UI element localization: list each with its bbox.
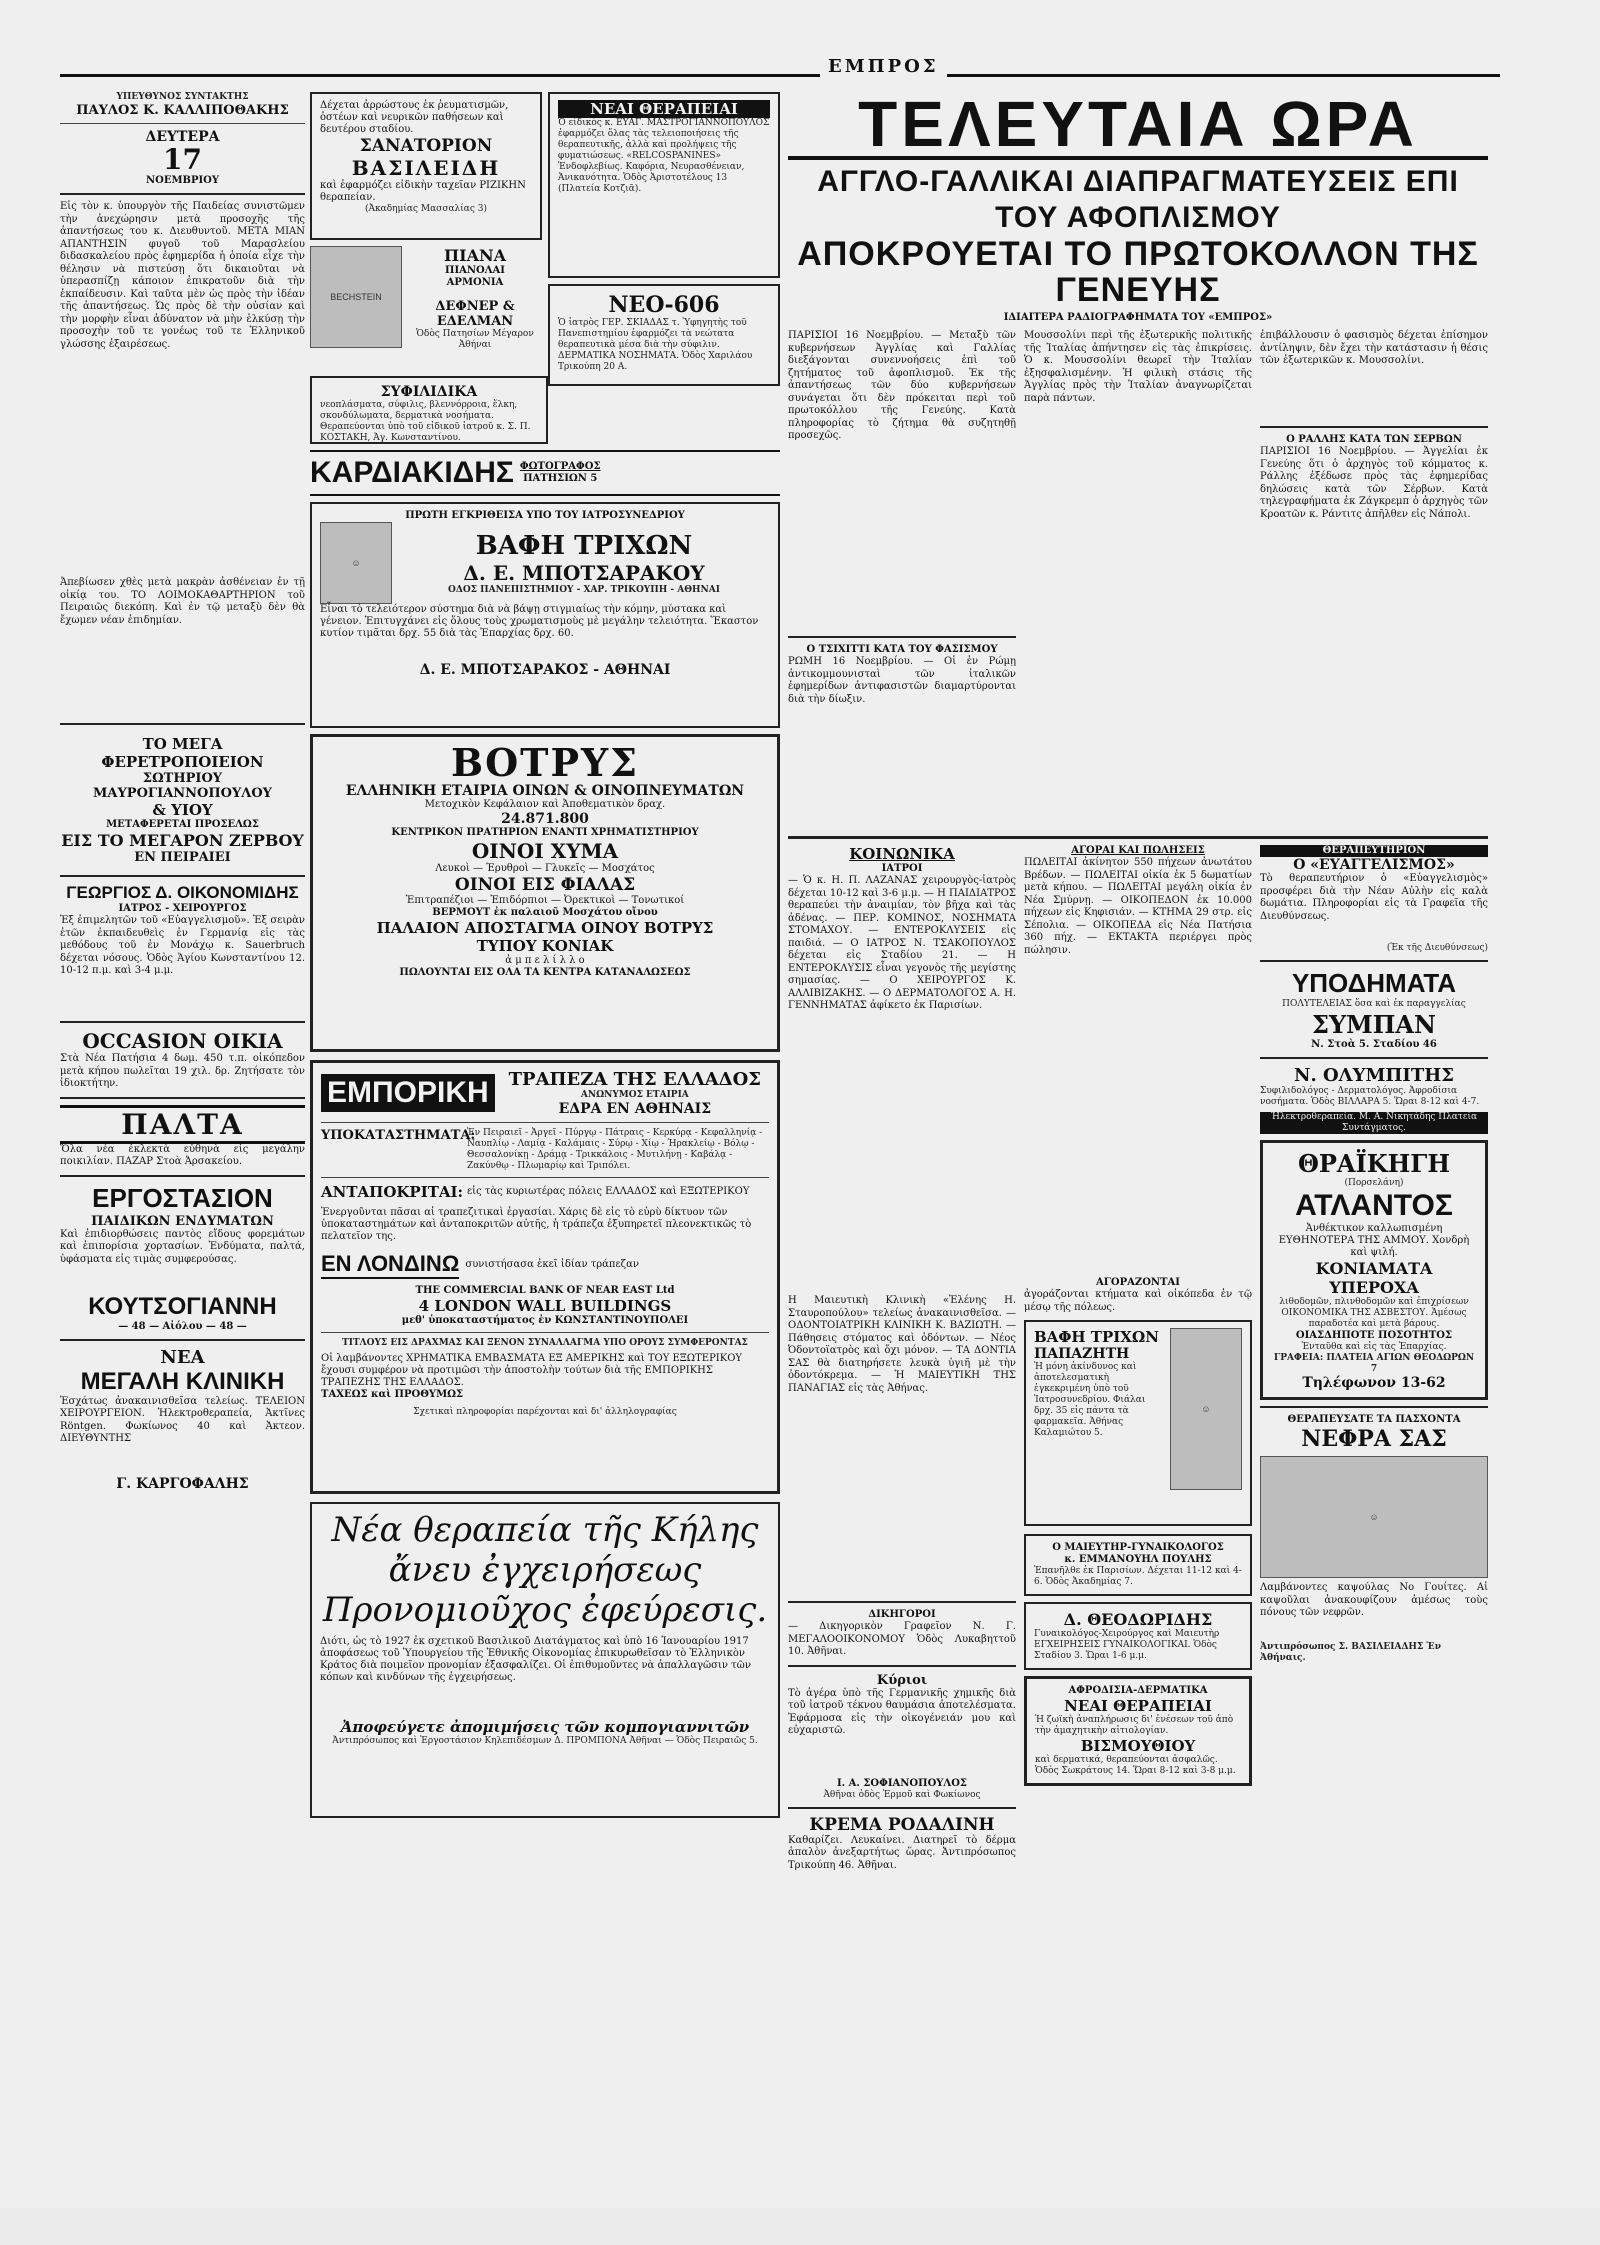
ad-clinic-text: Ἐσχάτως ἀνακαινισθεῖσα τελείως. ΤΕΛΕΙΟΝ ΧΕΙΡΟΥΡΓΕΙΟΝ. Ἡλεκτροθεραπεία, Ἀκτῖνες Röntgen. Φωκίωνος 40 καὶ Ἀκτεον. ΔΙΕΥΘΥΝΤΗΣ	[60, 1395, 305, 1444]
ad-furniture-place: ΕΙΣ ΤΟ ΜΕΓΑΡΟΝ ΖΕΡΒΟΥ	[61, 831, 304, 850]
bank-deposits-end: ΤΑΧΕΩΣ καὶ ΠΡΟΘΥΜΩΣ	[321, 1389, 464, 1400]
bank-london-label: ΕΝ ΛΟΝΔΙΝΩ	[321, 1251, 459, 1279]
social-subtitle: ΙΑΤΡΟΙ	[881, 863, 923, 874]
ad-syphilitic	[310, 376, 548, 444]
kidney-title: ΘΕΡΑΠΕΥΣΑΤΕ ΤΑ ΠΑΣΧΟΝΤΑ	[1287, 1414, 1461, 1425]
hairdye2-text: Ἡ μόνη ἀκίνδυνος καὶ ἀποτελεσματικὴ ἐγκεκριμένη ὑπὸ τοῦ Ἰατροσυνεδρίου. Φιάλαι δρχ. 35 εἰς πάντα τὰ φαρμακεῖα. Ἀθήνας Καλαμιώτου 5.	[1034, 1362, 1146, 1438]
ad-midwife	[1024, 1534, 1252, 1596]
bank-type: ΑΝΩΝΥΜΟΣ ΕΤΑΙΡΙΑ	[580, 1090, 689, 1100]
ad-clinic	[60, 1347, 305, 1492]
hernia-address: Ἀντιπρόσωπος καὶ Ἐργοστάσιον Κηλεπιδέσμων Δ. ΠΡΟΜΠΟΝΑ Ἀθῆναι — Ὁδὸς Πειραιῶς 5.	[332, 1736, 758, 1746]
botrys-cognac: ΤΥΠΟΥ ΚΟΝΙΑΚ	[476, 937, 614, 955]
news-column-3	[1260, 330, 1488, 830]
date-number: 17	[163, 143, 202, 176]
syph-text: νεοπλάσματα, σύφιλις, βλεννόρροια, ἕλκη, σκονδύλωματα, δερματικὰ νοσήματα. Θεραπεύονται ὑπὸ τοῦ εἰδικοῦ ἰατροῦ κ. Σ. Π. ΚΟΣΤΑΚΗ, Ἀγ. Κωνσταντίνου.	[320, 400, 531, 443]
plaster-office: ΓΡΑΦΕΙΑ: ΠΛΑΤΕΙΑ ΑΓΙΩΝ ΘΕΟΔΩΡΩΝ 7	[1273, 1353, 1475, 1374]
theod-text: Γυναικολόγος-Χειρούργος καὶ Μαιευτὴρ ΕΓΧΕΙΡΗΣΕΙΣ ΓΥΝΑΙΚΟΛΟΓΙΚΑΙ. Ὁδὸς Σταδίου 3. Ὥραι 1-6 μ.μ.	[1034, 1629, 1220, 1661]
news-fascism: ἐπιβάλλουσιν ὁ φασισμὸς δέχεται ἐπίσημον ἀντίληψιν, δὲν ἔχει τὴν κατάστασιν ἡ θέσις τῶν ἐξωτερικῶν κ. Μουσσολίνι.	[1260, 330, 1488, 366]
woman-long-hair-icon: ☺	[1170, 1328, 1242, 1490]
ad-factory-sub: ΠΑΙΔΙΚΩΝ ΕΝΔΥΜΑΤΩΝ	[91, 1213, 274, 1229]
botrys-amount: 24.871.800	[501, 811, 589, 827]
masthead-title: ΕΜΠΡΟΣ	[820, 56, 947, 77]
ad-palta-title: ΠΑΛΤΑ	[60, 1105, 305, 1144]
ad-photographer	[310, 450, 780, 496]
ad-factory-title: ΕΡΓΟΣΤΑΣΙΟΝ	[92, 1182, 273, 1213]
botrys-labels: Ἐπιτραπέζιοι — Ἐπιδόρπιοι — Ὀρεκτικοὶ — Τονωτικοί	[405, 895, 685, 906]
dye-address: ΟΔΟΣ ΠΑΝΕΠΙΣΤΗΜΙΟΥ - ΧΑΡ. ΤΡΙΚΟΥΠΗ - ΑΘΗΝΑΙ	[448, 584, 720, 595]
ad-doctor	[60, 883, 305, 1015]
right-column	[788, 88, 1488, 2142]
olympitis-name: Ν. ΟΛΥΜΠΙΤΗΣ	[1294, 1065, 1454, 1086]
ad-doctor-title: ΙΑΤΡΟΣ - ΧΕΙΡΟΥΡΓΟΣ	[118, 903, 247, 914]
hairdye2-title: ΒΑΦΗ ΤΡΙΧΩΝ	[1034, 1328, 1159, 1346]
aphro-name: ΒΙΣΜΟΥΘΙΟΥ	[1080, 1737, 1196, 1755]
ad-factory-owner: ΚΟΥΤΣΟΓΙΑΝΝΗ	[88, 1292, 277, 1320]
plaster-title: ΚΟΝΙΑΜΑΤΑ ΥΠΕΡΟΧΑ	[1315, 1259, 1433, 1297]
ad-occasion-title: OCCASION ΟΙΚΙΑ	[82, 1029, 283, 1053]
electro-text: Ἠλεκτροθεραπεία. Μ. Α. Νικητάδης Πλατεία Συντάγματος.	[1260, 1112, 1488, 1134]
dye-text: Εἶναι τὸ τελειότερον σύστημα διὰ νὰ βάψῃ στιγμιαίως τὴν κόμην, μύστακα καὶ γένειον. Ἐπιτυγχάνει εἰς ὅλους τοὺς χρωματισμοὺς μὲ μεγάλην τελειότητα. Ἕκαστον κυτίον τιμᾶται δρχ. 55 διὰ τὰς Ἐπαρχίας δρχ. 60.	[320, 604, 759, 639]
last-hour-header: ΤΕΛΕΥΤΑΙΑ ΩΡΑ	[788, 92, 1488, 160]
bank-branches-label: ΥΠΟΚΑΤΑΣΤΗΜΑΤΑ:	[321, 1128, 476, 1143]
new-therapies-text: Ὁ εἰδικὸς κ. ΕΥΑΓ. ΜΑΣΤΡΟΓΙΑΝΝΟΠΟΥΛΟΣ ἐφαρμόζει ὅλας τὰς τελειοποιήσεις τῆς θεραπευτικῆς, ἀλλὰ καὶ προλήψεις τῆς φυματιώσεως. «RELCOSPANINES» Ἐνδοφλεβίως. Καφόρια, Νευρασθένειαν, Ἀνικανότητα. Ὁδὸς Ἀριστοτέλους 13 (Πλατεία Κοτζιᾶ).	[558, 118, 770, 194]
bank-deposits-title: ΤΙΤΛΟΥΣ ΕΙΣ ΔΡΑΧΜΑΣ ΚΑΙ ΞΕΝΟΝ ΣΥΝΑΛΛΑΓΜΑ ΥΠΟ ΟΡΟΥΣ ΣΥΜΦΕΡΟΝΤΑΣ	[342, 1338, 748, 1348]
photo-label: ΦΩΤΟΓΡΑΦΟΣ	[519, 461, 601, 472]
hairdye2-name: ΠΑΠΑΖΗΤΗ	[1034, 1346, 1130, 1362]
botrys-shop: ΚΕΝΤΡΙΚΟΝ ΠΡΑΤΗΡΙΟΝ ΕΝΑΝΤΙ ΧΡΗΜΑΤΙΣΤΗΡΙΟΥ	[391, 827, 699, 838]
botrys-sold: ΠΩΛΟΥΝΤΑΙ ΕΙΣ ΟΛΑ ΤΑ ΚΕΝΤΡΑ ΚΑΤΑΝΑΛΩΣΕΩΣ	[399, 967, 691, 978]
kidney-seller: Ἀντιπρόσωπος Σ. ΒΑΣΙΛΕΙΑΔΗΣ Ἐν Ἀθήναις.	[1260, 1642, 1441, 1663]
plaster-text: λιθοδομῶν, πλινθοδομῶν καὶ ἐπιχρίσεων ΟΙΚΟΝΟΜΙΚΑ ΤΗΣ ΑΣΒΕΣΤΟΥ. Ἀμέσως παραδοτέα καὶ μετὰ βάρους.	[1279, 1297, 1469, 1329]
ad-bank	[310, 1060, 780, 1494]
news-column-2	[1024, 330, 1252, 830]
ad-neo-606	[548, 284, 780, 386]
dye-maker: Δ. Ε. ΜΠΟΤΣΑΡΑΚΟΥ	[463, 560, 705, 585]
aphro-text: Ἡ ζωϊκὴ ἀναπλήρωσις δι' ἐνέσεων τοῦ ἀπὸ τὴν ἀμαχητικὴν αἰτιολογίαν.	[1035, 1715, 1234, 1736]
special-radiograms: ΙΔΙΑΙΤΕΡΑ ΡΑΔΙΟΓΡΑΦΗΜΑΤΑ ΤΟΥ «ΕΜΠΡΟΣ»	[1003, 312, 1273, 323]
ad-clinic-title: ΜΕΓΑΛΗ ΚΛΙΝΙΚΗ	[80, 1367, 285, 1395]
kidney-big: ΝΕΦΡΑ ΣΑΣ	[1301, 1426, 1447, 1452]
headline-1: ΑΓΓΛΟ-ΓΑΛΛΙΚΑΙ ΔΙΑΠΡΑΓΜΑΤΕΥΣΕΙΣ ΕΠΙ ΤΟΥ ΑΦΟΠΛΙΣΜΟΥ	[817, 165, 1459, 234]
new-therapies-title: ΝΕΑΙ ΘΕΡΑΠΕΙΑΙ	[558, 100, 770, 118]
botrys-reserve: ΠΑΛΑΙΟΝ ΑΠΟΣΤΑΓΜΑ ΟΙΝΟΥ ΒΟΤΡΥΣ	[376, 919, 714, 937]
bank-info: Σχετικαὶ πληροφορίαι παρέχονται καὶ δι' ἀλληλογραφίας	[413, 1407, 677, 1417]
ad-new-therapies	[548, 92, 780, 278]
sales-column	[1024, 845, 1252, 2245]
ad-furniture-sons: & ΥΙΟΥ	[152, 801, 213, 819]
plaster-where: Ἐνταῦθα καὶ εἰς τὰς Ἐπαρχίας.	[1301, 1342, 1447, 1352]
photo-address: ΠΑΤΗΣΙΩΝ 5	[523, 473, 598, 484]
bank-deposits-text: Οἱ λαμβάνοντες ΧΡΗΜΑΤΙΚΑ ΕΜΒΑΣΜΑΤΑ ΕΞ ΑΜΕΡΙΚΗΣ καὶ ΤΟΥ ΕΞΩΤΕΡΙΚΟΥ ἔχουσι συμφέρον νὰ προτιμῶσι τὴν ἀποστολὴν τούτων διὰ τῆς ΕΜΠΟΡΙΚΗΣ ΤΡΑΠΕΖΗΣ ΤΗΣ ΕΛΛΑΔΟΣ.	[321, 1353, 743, 1388]
hernia-text: Διότι, ὡς τὸ 1927 ἐκ σχετικοῦ Βασιλικοῦ Διατάγματος καὶ ὑπὸ 16 Ἰανουαρίου 1917 ἀποφάσεως τοῦ Ὑπουργείου τῆς Ἐθνικῆς Οἰκονομίας ἐπικυρωθεῖσαν τὸ Ἑλληνικὸν Κράτος διὰ ποιμεῖον προνομίαν ἐξασφαλίζει. Οἱ ἐπιθυμοῦντες νὰ ἀπαλλαγῶσιν τῶν κόπων καὶ κινδύνων τῆς ἐγχειρήσεως.	[320, 1636, 751, 1683]
olympitis-text: Συφιλιδολόγος - Δερματολόγος. Ἀφροδίσια νοσήματα. Ὁδὸς ΒΙΛΛΑΡΑ 5. Ὥραι 8-12 καὶ 4-7.	[1260, 1086, 1480, 1107]
cream-title: ΚΡΕΜΑ ΡΟΔΑΛΙΝΗ	[809, 1814, 995, 1835]
woman-portrait-icon: ☺	[320, 522, 392, 604]
ad-aphrodisia	[1024, 1676, 1252, 1786]
news-mussolini: Μουσσολίνι περὶ τῆς ἐξωτερικῆς πολιτικῆς τῆς Ἰταλίας ἀπήντησεν εἰς τὰς ἐπικρίσεις. Ὁ κ. Μουσσολίνι θεωρεῖ τὴν Ἰταλίαν ἐξησφαλισμένην. Ἡ φιλικὴ στάσις τῆς Ἀγγλίας πρὸς τὴν Ἰταλίαν ἀναγνωρίζεται παρὰ πάντων.	[1024, 330, 1252, 404]
section-rallis: Ο ΡΑΛΛΗΣ ΚΑΤΑ ΤΩΝ ΣΕΡΒΩΝ	[1286, 434, 1462, 445]
ad-theodoridis	[1024, 1602, 1252, 1670]
botrys-wines: ΟΙΝΟΙ ΧΥΜΑ	[471, 839, 619, 863]
botrys-title: ΒΟΤΡΥΣ	[450, 740, 640, 785]
midwife-name: κ. ΕΜΜΑΝΟΥΗΛ ΠΟΥΛΗΣ	[1064, 1554, 1212, 1565]
woman-with-box-illustration: ☺	[1260, 1456, 1488, 1578]
aphro-subtitle: ΝΕΑΙ ΘΕΡΑΠΕΙΑΙ	[1064, 1697, 1212, 1715]
shoes-title: ΥΠΟΔΗΜΑΤΑ	[1291, 968, 1457, 998]
therapy-text: Τὸ θεραπευτήριον ὁ «Εὐαγγελισμὸς» προσφέρει διὰ τὴν Νέαν Αὐλὴν εἰς καλὰ δωμάτια. Πληροφορίαι εἰς τὰ Γραφεῖα τῆς Διευθύνσεως.	[1260, 873, 1488, 922]
syph-title: ΣΥΦΙΛΙΔΙΚΑ	[380, 384, 478, 400]
ad-factory	[60, 1183, 305, 1333]
hernia-line-3: Προνομιοῦχος ἐφεύρεσις.	[322, 1590, 768, 1630]
ad-furniture-owner: ΣΩΤΗΡΙΟΥ ΜΑΥΡΟΓΙΑΝΝΟΠΟΥΛΟΥ	[93, 771, 272, 801]
aphro-title: ΑΦΡΟΔΙΣΙΑ-ΔΕΡΜΑΤΙΚΑ	[1068, 1685, 1208, 1696]
ad-furniture	[60, 731, 305, 869]
middle-column	[310, 92, 780, 2142]
ad-doctor-name: ΓΕΩΡΓΙΟΣ Δ. ΟΙΚΟΝΟΜΙΔΗΣ	[66, 883, 299, 902]
ad-sanatorium-title: ΣΑΝΑΤΟΡΙΟΝ	[359, 136, 493, 156]
atlantos-text: Ἀνθέκτικον καλλωπισμένη ΕΥΘΗΝΟΤΕΡΑ ΤΗΣ ΑΜΜΟΥ. Χονδρὴ καὶ ψιλή.	[1278, 1223, 1470, 1258]
left-column	[60, 92, 305, 2142]
letter-signature: Ι. Α. ΣΟΦΙΑΝΟΠΟΥΛΟΣ	[837, 1777, 967, 1789]
theod-name: Δ. ΘΕΟΔΩΡΙΔΗΣ	[1063, 1610, 1213, 1629]
hernia-line-2: ἄνευ ἐγχειρήσεως	[388, 1550, 702, 1590]
ad-atlantos	[1260, 1140, 1488, 1400]
bank-branches: Ἐν Πειραιεῖ - Ἀργεῖ - Πύργῳ - Πάτραις - Κερκύρᾳ - Κεφαλληνίᾳ - Ναυπλίῳ - Λαμίᾳ - Καλάμαις - Σύρῳ - Χίῳ - Ἡρακλείῳ - Βόλῳ - Θεσσαλονίκῃ - Δράμᾳ - Τρικκάλοις - Μυτιλήνῃ - Καβάλᾳ - Ζακύνθῳ - Πλωμαρίῳ καὶ Τριπόλει.	[467, 1128, 763, 1171]
social-title: ΚΟΙΝΩΝΙΚΑ	[849, 845, 955, 863]
photo-name: ΚΑΡΔΙΑΚΙΔΗΣ	[310, 456, 514, 489]
ad-hernia	[310, 1502, 780, 1818]
bank-london-text: συνιστήσασα ἐκεῖ ἰδίαν τράπεζαν	[465, 1259, 639, 1270]
plaster-phone: Τηλέφωνον 13-62	[1302, 1375, 1446, 1391]
therapy-title: ΘΕΡΑΠΕΥΤΗΡΙΟΝ	[1260, 845, 1488, 857]
editor-name: ΠΑΥΛΟΣ Κ. ΚΑΛΛΙΠΟΘΑΚΗΣ	[76, 103, 289, 118]
piano-title: ΠΙΑΝΑ	[443, 246, 507, 265]
plaster-quantity: ΟΙΑΣΔΗΠΟΤΕ ΠΟΣΟΤΗΤΟΣ	[1295, 1330, 1453, 1341]
ad-sanatorium-address: (Ἀκαδημίας Μασσαλίας 3)	[365, 204, 487, 214]
lawyers-title: ΔΙΚΗΓΟΡΟΙ	[868, 1609, 936, 1620]
thraiki-title: ΘΡΑΪΚΗΓΗ	[1297, 1149, 1451, 1178]
section-italy: Ο ΤΣΙΧΙΤΤΙ ΚΑΤΑ ΤΟΥ ΦΑΣΙΣΜΟΥ	[806, 644, 998, 655]
ad-palta	[60, 1105, 305, 1169]
therapy-name: Ο «ΕΥΑΓΓΕΛΙΣΜΟΣ»	[1293, 857, 1455, 873]
ad-doctor-text: Ἐξ ἐπιμελητῶν τοῦ «Εὐαγγελισμοῦ». Ἐξ σειρὰν ἐτῶν ἐκπαιδευθεὶς ἐν Γερμανίᾳ εἰς τὰς μεθόδους τοῦ ἐν Μονάχῳ κ. Sauerbruch δέχεται νόσους. Ὁδὸς Ἁγίου Κωνσταντίνου 12. 10-12 π.μ. καὶ 3-4 μ.μ.	[60, 915, 305, 976]
botrys-muscat: ΒΕΡΜΟΥΤ ἐκ παλαιοῦ Μοσχάτου οἴνου	[432, 907, 658, 918]
neo-text: Ὁ ἰατρὸς ΓΕΡ. ΣΚΙΑΔΑΣ τ. Ὑφηγητὴς τοῦ Πανεπιστημίου ἐφαρμόζει τὰ νεώτατα θεραπευτικὰ μέσα διὰ τὴν σύφιλιν. ΔΕΡΜΑΤΙΚΑ ΝΟΣΗΜΑΤΑ. Ὁδὸς Χαριλάου Τρικούπη 20 Α.	[558, 318, 753, 372]
therapy-signature: (Ἐκ τῆς Διευθύνσεως)	[1386, 943, 1488, 953]
ads-column	[1260, 845, 1488, 2245]
shoes-address: Ν. Στοὰ 5. Σταδίου 46	[1311, 1039, 1437, 1050]
sales-text: ΠΩΛΕΙΤΑΙ ἀκίνητον 550 πήχεων ἀνωτάτου Βρέδων. — ΠΩΛΕΙΤΑΙ οἰκία ἐκ 5 δωματίων μετὰ κήπου. — ΠΩΛΕΙΤΑΙ μεγάλη οἰκία ἐν Νέα Σμύρνῃ. — ΟΙΚΟΠΕΔΟΝ ἐκ 10.000 πήχεων εἰς Κηφισιάν. — ΚΤΗΜΑ 29 στρ. εἰς Σέπολια. — ΟΙΚΟΠΕΔΑ εἰς Νέα Πατήσια 360 πήχ. — ΕΚΤΑΚΤΑ περιέργει πρὸς πώλησιν.	[1024, 857, 1252, 956]
bank-constantinople: μεθ' ὑποκαταστήματος ἐν ΚΩΝΣΤΑΝΤΙΝΟΥΠΟΛΕΙ	[401, 1315, 689, 1326]
piano-sub1: ΠΙΑΝΟΛΑΙ	[445, 265, 505, 276]
ad-occasion	[60, 1029, 305, 1091]
cream-text: Καθαρίζει. Λευκαίνει. Διατηρεῖ τὸ δέρμα ἁπαλὸν ἀνεξαρτήτως ὥρας. Ἀντιπρόσωπος Τρικούπη 46. Ἀθῆναι.	[788, 1834, 1016, 1871]
bank-seat: ΕΔΡΑ ΕΝ ΑΘΗΝΑΙΣ	[558, 1101, 712, 1117]
letter-title: Κύριοι	[876, 1672, 928, 1688]
piano-address: Ὁδὸς Πατησίων Μέγαρον Ἀθήναι	[416, 329, 534, 350]
lead-article: Εἰς τὸν κ. ὑπουργὸν τῆς Παιδείας συνιστῶμεν τὴν ἀνεχώρησιν μετὰ προσοχῆς τῆς ἀπαντήσεως του κ. Διευθυντοῦ. ΜΕΤΑ ΜΙΑΝ ΑΠΑΝΤΗΣΙΝ φυγοῦ τοῦ Μαρασλείου διδασκαλείου πρὸς ἐφημερίδα ἡ ὁποία εἶχε τὴν θέλησιν νὰ πιστεύσῃ ὅτι δικαιοῦται νὰ ὑπερασπίζῃ κάποιον ἐπικρατοῦν διὰ τὴν ἐκπαίδευσιν. Καὶ ταῦτα μὲν ὡς πρὸς τὴν ἰδέαν τῆς ἀπαντήσεως. Ὡς πρὸς δὲ τὴν οὐσίαν καὶ τὴν μορφὴν εἶναι ἀδύνατον νὰ μὴν ἑλκύσῃ τὴν προσοχὴν τοῦ τε γονέως τοῦ τε Ἑλληνικοῦ γλώσσης ἐξαιρέσεως.	[60, 201, 305, 350]
letter-text: Τὸ ἀγέρα ὑπὸ τῆς Γερμανικῆς χημικῆς διὰ τοῦ ἰατροῦ τέκνου θαυμάσια ἀποτελέσματα. Ἐφάρμοσα εἰς τὴν οἰκογένειάν μου καὶ εὐχαριστῶ.	[788, 1687, 1016, 1736]
ad-sanatorium-name: ΒΑΣΙΛΕΙΔΗ	[351, 156, 501, 180]
ad-piano	[310, 246, 542, 374]
lead-article-continued: Ἀπεβίωσεν χθὲς μετὰ μακρὰν ἀσθένειαν ἐν τῇ οἰκίᾳ του. ΤΟ ΛΟΙΜΟΚΑΘΑΡΤΗΡΙΟΝ τοῦ Πειραιῶς διεκόπη. Καὶ ἐν τῷ μεταξὺ δὲν θὰ ἔχωμεν νέαν ἐπιδημίαν.	[60, 577, 305, 626]
lawyers-text: — Δικηγορικὸν Γραφεῖον Ν. Γ. ΜΕΓΑΛΟΟΙΚΟΝΟΜΟΥ Ὁδὸς Λυκαβηττοῦ 10. Ἀθῆναι.	[788, 1621, 1016, 1657]
date-month: ΝΟΕΜΒΡΙΟΥ	[145, 175, 220, 186]
piano-brand: BECHSTEIN	[330, 292, 382, 302]
ad-sanatorium-text: καὶ ἐφαρμόζει εἰδικὴν ταχεῖαν ΡΙΖΙΚΗΝ θεραπείαν.	[320, 180, 526, 203]
atlantos-title: ΑΤΛΑΝΤΟΣ	[1295, 1189, 1453, 1222]
shoes-brand: ΣΥΜΠΑΝ	[1312, 1010, 1436, 1039]
ad-factory-text: Καὶ ἐπιδιορθώσεις παντὸς εἴδους φορεμάτων καὶ ἐπιπορίσια χορτασίων. Ἐνδύματα, παλτά, ὑφάσματα εἰς τιμὰς συμφερούσας.	[60, 1228, 305, 1265]
ad-clinic-director: Γ. ΚΑΡΓΟΦΑΛΗΣ	[116, 1475, 249, 1492]
hernia-line-1: Νέα θεραπεία τῆς Κήλης	[331, 1510, 759, 1550]
masthead	[60, 56, 1500, 77]
thraiki-subtitle: (Πορσελάνη)	[1344, 1178, 1404, 1188]
bank-correspondents: εἰς τὰς κυριωτέρας πόλεις ΕΛΛΑΔΟΣ καὶ ΕΞΩΤΕΡΙΚΟΥ	[467, 1186, 750, 1197]
neo-title: ΝΕΟ-606	[608, 292, 720, 318]
headline-2: ΑΠΟΚΡΟΥΕΤΑΙ ΤΟ ΠΡΩΤΟΚΟΛΛΟΝ ΤΗΣ ΓΕΝΕΥΗΣ	[797, 235, 1479, 309]
ad-sanatorium-intro: Δέχεται ἀρρώστους ἐκ ῥευματισμῶν, ὀστέων καὶ νευρικῶν παθήσεων καὶ δευτέρου σταδίου.	[320, 100, 509, 135]
social-clinics: Η Μαιευτικὴ Κλινικὴ «Ἐλένης Η. Σταυροπούλου» τελείως ἀνακαινισθεῖσα. — ΟΔΟΝΤΟΙΑΤΡΙΚΗ ΚΛΙΝΙΚΗ Κ. ΒΑΖΙΩΤΗ. — Πάθησεις στόματος καὶ ὀδόντων. — Νέος Ὀδοντοϊατρὸς καὶ ὄχι μόνον. — ΤΑ ΔΟΝΤΙΑ ΣΑΣ θὰ διατηρήσετε λευκὰ ὑγιῆ μὲ τὴν ὀδοντόκρεμα. — Ἡ ΜΑΙΕΥΤΙΚΗ ΤΗΣ ΠΑΝΑΓΙΑΣ εἰς τὰς Ἀθήνας.	[788, 1295, 1016, 1394]
ad-hair-dye	[310, 502, 780, 728]
ad-furniture-note: ΜΕΤΑΦΕΡΕΤΑΙ ΠΡΟΣΕΛΩΣ	[106, 819, 259, 830]
piano-illustration	[310, 246, 402, 348]
letter-address: Ἀθῆναι ὁδὸς Ἑρμοῦ καὶ Φωκίωνος	[823, 1789, 981, 1800]
editor-label: ΥΠΕΥΘΥΝΟΣ ΣΥΝΤΑΚΤΗΣ	[116, 92, 249, 102]
botrys-capital: Μετοχικὸν Κεφάλαιον καὶ Ἀποθεματικὸν δραχ.	[424, 799, 666, 810]
shoes-subtitle: ΠΟΛΥΤΕΛΕΙΑΣ ὅσα καὶ ἐκ παραγγελίας	[1282, 999, 1466, 1009]
bank-full-name: ΤΡΑΠΕΖΑ ΤΗΣ ΕΛΛΑΔΟΣ	[508, 1069, 762, 1090]
ad-sanatorium	[310, 92, 542, 372]
ad-clinic-pre: ΝΕΑ	[160, 1346, 205, 1368]
ad-furniture-city: ΕΝ ΠΕΙΡΑΙΕΙ	[134, 850, 231, 865]
hernia-avoid: Ἀποφεύγετε ἀπομιμήσεις τῶν κομπογιαννιτῶν	[340, 1718, 750, 1736]
ad-palta-text: Ὅλα νέα ἐκλεκτὰ εὐθηνὰ εἰς μεγάλην ποικιλίαν. ΠΑΖΑΡ Στοὰ Ἀρσακείου.	[60, 1143, 305, 1167]
bank-operations: Ἐνεργοῦνται πᾶσαι αἱ τραπεζιτικαὶ ἐργασίαι. Χάρις δὲ εἰς τὸ εὐρὺ δίκτυον τῶν ὑποκαταστημάτων καὶ ἀνταποκριτῶν αὐτῆς, ἡ τράπεζα ἐξυπηρετεῖ πλεονεκτικῶς τὸ πελατεῖον της.	[321, 1207, 752, 1242]
bank-correspondents-label: ΑΝΤΑΠΟΚΡΙΤΑΙ:	[321, 1183, 464, 1201]
news-rome: ΡΩΜΗ 16 Νοεμβρίου. — Οἱ ἐν Ρώμῃ ἀντικομμουνισταὶ τῶν ἰταλικῶν ἐφημερίδων ἀντιφασιστῶν διαμαρτύρονται διὰ τὴν δίωξιν.	[788, 656, 1016, 705]
news-paris: ΠΑΡΙΣΙΟΙ 16 Νοεμβρίου. — Μεταξὺ τῶν κυβερνήσεων Ἀγγλίας καὶ Γαλλίας διεξάγονται συνεννοήσεις ἐπὶ τοῦ ζητήματος τοῦ ἀφοπλισμοῦ. Ἐκ τῆς ἀπαντήσεως τῶν δύο κυβερνήσεων συνάγεται ὅτι δὲν πρόκειται περὶ τοῦ πρωτοκόλλου τῆς Γενεύης. Κατὰ πληροφορίας τὸ ζήτημα θὰ συζητηθῇ προσεχῶς.	[788, 330, 1016, 441]
sales-title: ΑΓΟΡΑΙ ΚΑΙ ΠΩΛΗΣΕΙΣ	[1071, 845, 1205, 856]
dye-top: ΠΡΩΤΗ ΕΓΚΡΙΘΕΙΣΑ ΥΠΟ ΤΟΥ ΙΑΤΡΟΣΥΝΕΔΡΙΟΥ	[405, 510, 685, 521]
dye-title: ΒΑΦΗ ΤΡΙΧΩΝ	[475, 530, 693, 561]
midwife-title: Ο ΜΑΙΕΥΤΗΡ-ΓΥΝΑΙΚΟΛΟΓΟΣ	[1052, 1542, 1224, 1553]
date-day: ΔΕΥΤΕΡΑ	[145, 129, 220, 145]
botrys-company: ΕΛΛΗΝΙΚΗ ΕΤΑΙΡΙΑ ΟΙΝΩΝ & ΟΙΝΟΠΝΕΥΜΑΤΩΝ	[345, 783, 745, 799]
ad-furniture-title: ΤΟ ΜΕΓΑ ΦΕΡΕΤΡΟΠΟΙΕΙΟΝ	[101, 735, 264, 771]
social-doctors: — Ὁ κ. Η. Π. ΛΑΖΑΝΑΣ χειρουργὸς-ἰατρὸς δέχεται 10-12 καὶ 3-6 μ.μ. — Η ΠΑΙΔΙΑΤΡΟΣ θεραπεύει τὴν ἀναιμίαν, τὸν βῆχα καὶ τὰς ἀδένας. — ΠΕΡ. ΚΟΜΙΝΟΣ, ΝΟΣΗΜΑΤΑ ΣΤΟΜΑΧΟΥ. — ΕΝΤΕΡΟΚΛΥΣΕΙΣ εἰς παιδιά. — Ο ΙΑΤΡΟΣ Ν. ΤΣΑΚΟΠΟΥΛΟΣ δέχεται εἰς Σταδίου 21. — Η ΕΝΤΕΡΟΚΛΥΣΙΣ εἶναι γεγονὸς τῆς μεγίστης σημασίας. — Ο ΧΕΙΡΟΥΡΓΟΣ Κ. ΑΛΛΙΒΙΖΑΚΗΣ. — Ο ΔΕΡΜΑΤΟΛΟΓΟΣ Α. Η. ΓΕΝΝΗΜΑΤΑΣ ἀφίκετο ἐκ Παρισίων.	[788, 875, 1016, 1011]
buy-title: ΑΓΟΡΑΖΟΝΤΑΙ	[1096, 1277, 1180, 1288]
bank-london-bank: THE COMMERCIAL BANK OF NEAR EAST Ltd	[415, 1285, 675, 1296]
bank-name: ΕΜΠΟΡΙΚΗ	[321, 1074, 495, 1112]
aphro-text-2: καὶ δερματικά, θεραπεύονται ἀσφαλῶς. Ὁδὸς Σωκράτους 14. Ὥραι 8-12 καὶ 3-8 μ.μ.	[1035, 1755, 1236, 1776]
ad-occasion-text: Στὰ Νέα Πατήσια 4 δωμ. 450 τ.π. οἰκόπεδον μετὰ κήπου πωλεῖται 19 χιλ. δρ. Ζητήσατε τὸν ἰδιοκτήτην.	[60, 1053, 305, 1089]
ad-botrys	[310, 734, 780, 1052]
ad-hair-dye-2	[1024, 1320, 1252, 1526]
buy-text: ἀγοράζονται κτήματα καὶ οἰκόπεδα ἐν τῷ μέσῳ τῆς πόλεως.	[1024, 1289, 1252, 1313]
botrys-kinds: Λευκοὶ — Ἐρυθροὶ — Γλυκεῖς — Μοσχάτος	[435, 863, 655, 874]
botrys-bottles: ΟΙΝΟΙ ΕΙΣ ΦΙΑΛΑΣ	[454, 875, 636, 895]
midwife-text: Ἐπανῆλθε ἐκ Παρισίων. Δέχεται 11-12 καὶ 4-6. Ὁδὸς Ἀκαδημίας 7.	[1034, 1566, 1242, 1587]
ad-factory-address: — 48 — Αἰόλου — 48 —	[118, 1320, 247, 1332]
bank-london-address: 4 LONDON WALL BUILDINGS	[418, 1297, 672, 1315]
piano-sub2: ΑΡΜΟΝΙΑ	[446, 277, 504, 288]
dye-bottom: Δ. Ε. ΜΠΟΤΣΑΡΑΚΟΣ - ΑΘΗΝΑΙ	[419, 662, 671, 678]
social-column	[788, 845, 1016, 2245]
news-column-1	[788, 330, 1016, 830]
botrys-ampelos: ἀ μ π ε λ ί λ λ ο	[505, 955, 585, 966]
news-rallis: ΠΑΡΙΣΙΟΙ 16 Νοεμβρίου. — Ἀγγελίαι ἐκ Γενεύης ὅτι ὁ ἀρχηγὸς τοῦ κόμματος κ. Ράλλης ἐξέδωσε πρὸς τὰς ἐφημερίδας δηλώσεις κατὰ τῶν Σέρβων. Κατὰ τηλεγραφήματα ἐκ Ζάγκρεμπ ὁ ἀρχηγὸς τῶν Κροατῶν κ. Ράντιτς ἀπῆλθεν εἰς Νάπολι.	[1260, 446, 1488, 520]
piano-seller: ΔΕΦΝΕΡ & ΕΔΕΛΜΑΝ	[435, 299, 515, 329]
kidney-text: Λαμβάνοντες καψούλας Νο Γουίτες. Αἱ καψοῦλαι ἀνακουφίζουν ἀμέσως τοὺς πόνους τῶν νεφρῶν.	[1260, 1582, 1488, 1618]
